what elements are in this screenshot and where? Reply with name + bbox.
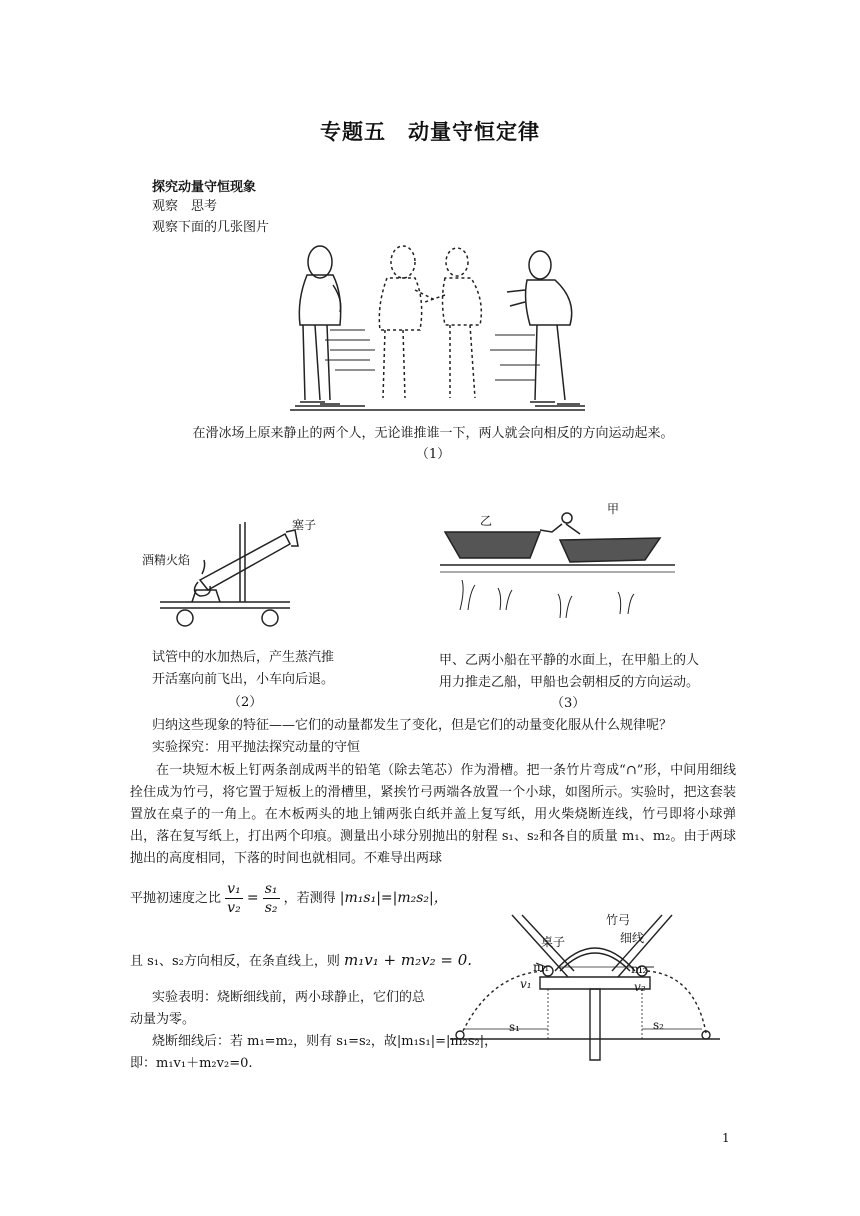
conclusion-line-2: 动量为零。 (130, 1012, 196, 1027)
label-bow: 竹弓 (606, 913, 631, 927)
figure3-number: （3） (551, 696, 586, 711)
formula-middle: ，若测得 (283, 891, 336, 906)
figure2-caption-2: 开活塞向前飞出，小车向后退。 (152, 672, 335, 687)
formula-line: 平抛初速度之比 $\frac{\text{v₁}}{\text{v₂}}$ = $\frac{\text{s₁}}{\text{s₂}}$ ，若测得 |m₁s₁|=|m₂s₂|， (130, 881, 448, 916)
label-m1: m₁ (533, 960, 550, 974)
fraction-s (263, 880, 280, 917)
figure2-caption-1: 试管中的水加热后，产生蒸汽推 (152, 650, 335, 665)
label-s1: s₁ (509, 1020, 520, 1034)
figure-steam-cart (140, 512, 315, 632)
label-boat-a: 甲 (607, 502, 620, 516)
label-boat-b: 乙 (480, 514, 493, 528)
direction-text: 且 s₁、s₂方向相反，在条直线上，则 (130, 954, 340, 969)
figure-bow-apparatus (450, 905, 720, 1065)
formula-eq: |m₁s₁|=|m₂s₂|， (339, 890, 448, 906)
figure-boats (440, 510, 675, 630)
page-title: 专题五 动量守恒定律 (320, 119, 540, 144)
fraction-s-den: s₂ (264, 900, 278, 916)
label-m2: m₂ (631, 962, 648, 976)
conclusion-line-4: 即：m₁v₁＋m₂v₂=0. (130, 1056, 253, 1071)
direction-eq: m₁v₁ + m₂v₂ = 0. (344, 951, 473, 969)
direction-line (130, 950, 472, 972)
figure1-caption: 在滑冰场上原来静止的两个人，无论谁推谁一下，两人就会向相反的方向运动起来。 (192, 426, 674, 441)
summary-text: 归纳这些现象的特征——它们的动量都发生了变化，但是它们的动量变化服从什么规律呢？ (152, 718, 673, 733)
intro-line-2: 观察下面的几张图片 (152, 220, 270, 235)
conclusion-line-1: 实验表明：烧断细线前，两小球静止，它们的总 (152, 990, 426, 1005)
label-table: 桌子 (541, 935, 566, 949)
fraction-s-num: s₁ (264, 881, 278, 897)
label-s2: s₂ (653, 1018, 664, 1032)
label-stopper: 塞子 (292, 518, 317, 532)
experiment-heading: 实验探究：用平抛法探究动量的守恒 (152, 740, 361, 755)
figure-skaters (285, 240, 590, 415)
label-v2: v₂ (634, 980, 646, 994)
experiment-paragraph: 在一块短木板上钉两条剖成两半的铅笔（除去笔芯）作为滑槽。把一条竹片弯成“∩”形，中间用细线拴住成为竹弓，将它置于短板上的滑槽里，紧挨竹弓两端各放置一个小球，如图所示。实验时，把这套装置放在桌子的一角上。在木板两头的地上铺两张白纸并盖上复写纸，用火柴烧断连线，竹弓即将小球弹出，落在复写纸上，打出两个印痕。测量出小球分别抛出的射程 s₁、s₂和各自的质量 m₁、m₂。由于两球抛出的高度相同，下落的时间也就相同。不难导出两球 (130, 763, 736, 866)
intro-line-1: 观察 思考 (152, 199, 218, 214)
label-v1: v₁ (520, 977, 532, 991)
formula-prefix: 平抛初速度之比 (130, 891, 222, 906)
section-heading: 探究动量守恒现象 (152, 180, 257, 195)
conclusion-line-3: 烧断细线后：若 m₁=m₂，则有 s₁=s₂，故|m₁s₁|=|m₂s₂|， (152, 1034, 498, 1049)
page-number: 1 (722, 1131, 730, 1145)
fraction-v-den: v₂ (227, 900, 241, 916)
figure3-caption-2: 用力推走乙船，甲船也会朝相反的方向运动。 (439, 675, 700, 690)
fraction-v (225, 880, 243, 917)
figure2-number: （2） (228, 695, 263, 710)
figure3-caption-1: 甲、乙两小船在平静的水面上，在甲船上的人 (439, 653, 700, 668)
label-flame: 酒精火焰 (142, 553, 191, 567)
fraction-v-num: v₁ (227, 881, 241, 897)
figure1-number: （1） (415, 447, 451, 462)
label-string: 细线 (620, 931, 645, 945)
